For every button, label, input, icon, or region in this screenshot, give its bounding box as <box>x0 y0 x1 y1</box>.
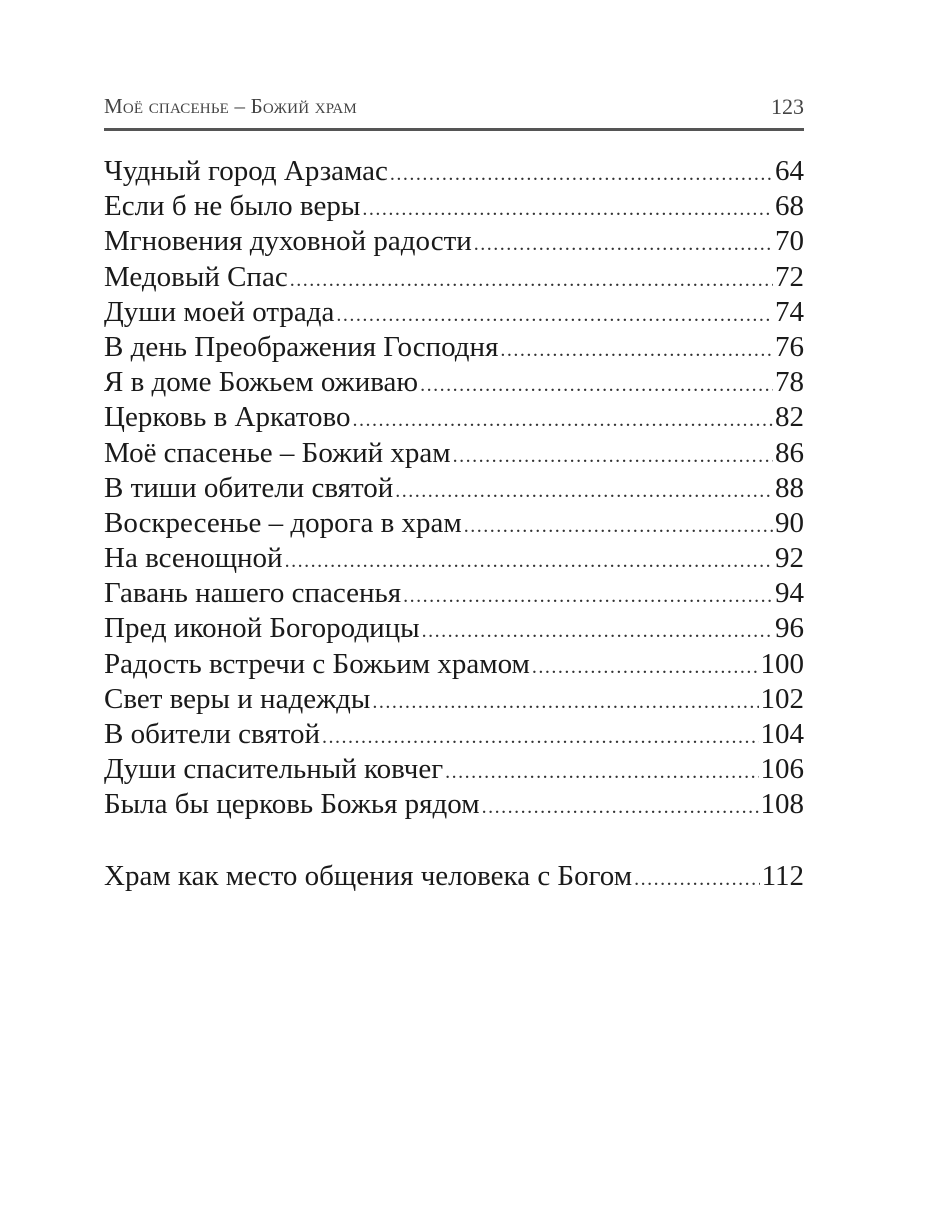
toc-entry-title: Пред иконой Богородицы <box>104 612 420 645</box>
dot-leader <box>372 685 758 717</box>
toc-entry-title: Воскресенье – дорога в храм <box>104 506 462 539</box>
toc-entry-page: 102 <box>760 682 804 715</box>
toc-entry-page: 88 <box>775 471 804 504</box>
toc-entry <box>104 189 804 224</box>
dot-leader <box>353 403 773 435</box>
toc-entry <box>104 295 804 330</box>
dot-leader <box>362 192 773 224</box>
toc-entry-title: Храм как место общения человека с Богом <box>104 859 633 892</box>
toc-entry-title: Души моей отрада <box>104 295 335 328</box>
toc-entry-page: 68 <box>775 190 804 223</box>
toc-entry-page: 82 <box>775 401 804 434</box>
toc-entry-title: Свет веры и надежды <box>104 682 371 715</box>
toc-entry <box>104 400 804 435</box>
toc-entry-page: 96 <box>775 612 804 645</box>
toc-entry <box>104 260 804 295</box>
toc-entry <box>104 154 804 189</box>
toc-entry-title: Радость встречи с Божьим храмом <box>104 647 530 680</box>
toc-entry-title: Если б не было веры <box>104 190 361 223</box>
toc-entry-title: Мгновения духовной радости <box>104 225 472 258</box>
toc-entry <box>104 224 804 259</box>
toc-entry-page: 108 <box>760 788 804 821</box>
dot-leader <box>420 368 773 400</box>
dot-leader <box>422 614 773 646</box>
toc-entry <box>104 576 804 611</box>
toc-entry-page: 90 <box>775 506 804 539</box>
dot-leader <box>390 157 773 189</box>
toc-entry-title: Я в доме Божьем оживаю <box>104 366 419 399</box>
toc-entry-title: Моё спасенье – Божий храм <box>104 436 451 469</box>
dot-leader <box>500 333 773 365</box>
dot-leader <box>445 755 758 787</box>
toc-entry-page: 86 <box>775 436 804 469</box>
dot-leader <box>322 720 759 752</box>
toc-entry-title: Церковь в Аркатово <box>104 401 351 434</box>
toc-entry-page: 112 <box>761 859 804 892</box>
toc-entry-page: 92 <box>775 542 804 575</box>
toc-entry-page: 106 <box>760 753 804 786</box>
dot-leader <box>464 509 773 541</box>
toc-entry <box>104 436 804 471</box>
toc-entry <box>104 541 804 576</box>
toc-entry-title: Медовый Спас <box>104 260 288 293</box>
running-header <box>104 94 804 131</box>
toc-entry-page: 78 <box>775 366 804 399</box>
section-gap <box>104 823 804 859</box>
dot-leader <box>285 544 773 576</box>
toc-entry <box>104 506 804 541</box>
toc-entry <box>104 365 804 400</box>
toc-entry-page: 76 <box>775 330 804 363</box>
toc-entry <box>104 647 804 682</box>
page-number: 123 <box>771 94 804 119</box>
toc-entry <box>104 752 804 787</box>
toc-entry-title: Чудный город Арзамас <box>104 155 388 187</box>
toc-entry-title: Была бы церковь Божья рядом <box>104 788 480 821</box>
table-of-contents <box>104 154 804 894</box>
dot-leader <box>482 790 759 822</box>
toc-entry-page: 72 <box>775 260 804 293</box>
toc-entry-title: В обители святой <box>104 718 320 750</box>
toc-entry <box>104 717 804 752</box>
toc-entry-title: В тиши обители святой <box>104 471 394 504</box>
dot-leader <box>290 263 773 295</box>
dot-leader <box>336 298 773 330</box>
toc-entry <box>104 682 804 717</box>
toc-entry <box>104 859 804 894</box>
toc-entry-page: 70 <box>775 225 804 258</box>
dot-leader <box>474 227 773 259</box>
toc-entry-title: В день Преображения Господня <box>104 330 499 363</box>
toc-entry-page: 100 <box>760 647 804 680</box>
toc-entry-title: Души спасительный ковчег <box>104 753 444 786</box>
toc-entry-page: 74 <box>775 295 804 328</box>
toc-entry <box>104 471 804 506</box>
toc-entry-page: 64 <box>775 155 804 187</box>
toc-entry-title: Гавань нашего спасенья <box>104 577 402 610</box>
toc-entry-title: На всенощной <box>104 542 283 575</box>
dot-leader <box>395 474 773 506</box>
toc-entry <box>104 787 804 822</box>
dot-leader <box>403 579 773 611</box>
toc-entry-page: 104 <box>760 718 804 750</box>
dot-leader <box>453 439 773 471</box>
dot-leader <box>634 862 760 894</box>
toc-entry <box>104 330 804 365</box>
dot-leader <box>532 650 759 682</box>
running-header-title: Моё спасенье – Божий храм <box>104 94 357 118</box>
toc-entry <box>104 611 804 646</box>
toc-entry-page: 94 <box>775 577 804 610</box>
